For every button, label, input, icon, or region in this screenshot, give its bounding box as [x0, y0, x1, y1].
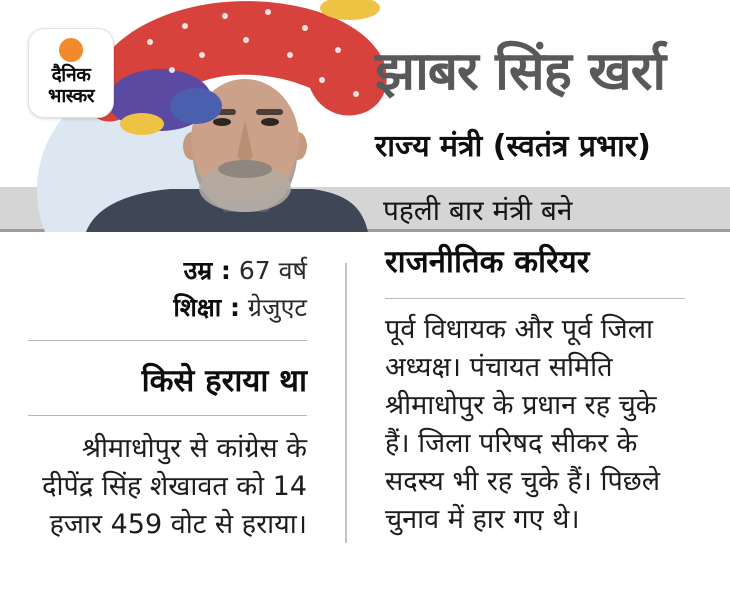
- age-label: उम्र :: [183, 256, 231, 285]
- orange-sun-dot-icon: [59, 38, 83, 62]
- age-row: [28, 252, 307, 289]
- politician-designation: राज्य मंत्री (स्वतंत्र प्रभार): [375, 129, 651, 164]
- details-section: [0, 232, 730, 590]
- profile-column: [28, 252, 307, 544]
- career-text: पूर्व विधायक और पूर्व जिला अध्यक्ष। पंचायत समिति श्रीमाधोपुर के प्रधान रह चुके हैं। जिला परिषद सीकर के सदस्य भी रह चुके हैं। पिछले चुनाव में हार गए थे।: [385, 314, 661, 535]
- brand-name: [48, 65, 94, 107]
- dainik-bhaskar-logo: [28, 28, 114, 118]
- career-column: [385, 240, 685, 539]
- highlight-text: पहली बार मंत्री बने: [383, 194, 573, 227]
- right-divider: [385, 298, 685, 299]
- politician-name: झाबर सिंह खर्रा: [375, 41, 666, 102]
- brand-name-line1: दैनिक: [51, 64, 91, 86]
- defeated-heading: किसे हराया था: [141, 363, 307, 399]
- defeated-text: श्रीमाधोपुर से कांग्रेस के दीपेंद्र सिंह शेखावत को 14 हजार 459 वोट से हराया।: [42, 433, 307, 540]
- brand-name-line2: भास्कर: [47, 85, 95, 107]
- left-divider-2: [28, 415, 307, 416]
- mustache-shape: [218, 160, 272, 178]
- career-heading: राजनीतिक करियर: [385, 244, 590, 280]
- education-label: शिक्षा :: [173, 293, 240, 322]
- left-divider-1: [28, 340, 307, 341]
- turban-yellow-fold: [120, 113, 164, 135]
- eye-left: [213, 118, 231, 126]
- column-divider: [345, 263, 347, 543]
- education-value: ग्रेजुएट: [247, 293, 307, 322]
- age-value: 67 वर्ष: [238, 256, 307, 285]
- eye-right: [261, 118, 279, 126]
- turban-blue-fold: [170, 88, 222, 124]
- hero-section: [0, 0, 730, 232]
- eyebrow-right: [256, 109, 283, 115]
- education-row: [28, 289, 307, 326]
- hero-text-block: [375, 41, 725, 165]
